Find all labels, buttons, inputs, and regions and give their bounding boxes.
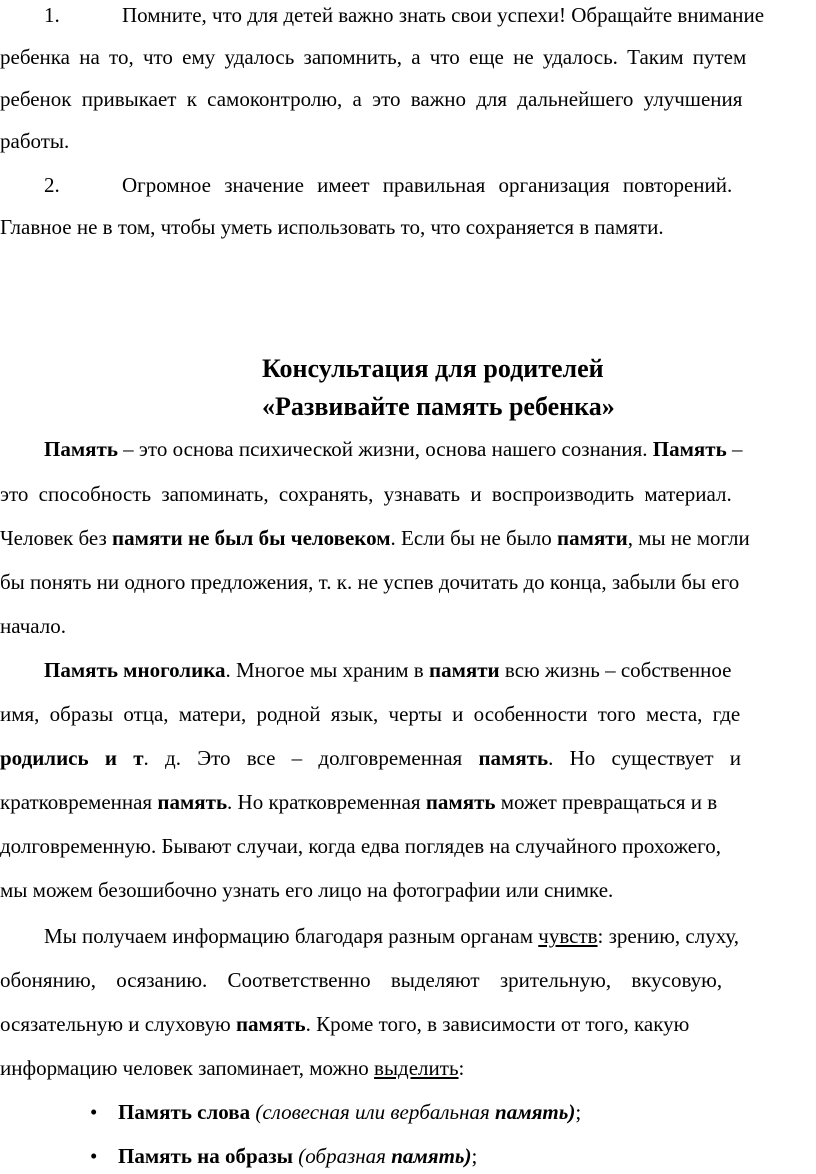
text: Мы получаем информацию благодаря разным органам [44, 924, 539, 948]
text: – это основа психической жизни, основа нашего сознания. [117, 437, 653, 461]
list-item-1-line-2 [0, 42, 810, 72]
bold-term: Память [44, 437, 118, 461]
text: информацию человек запоминает, можно [0, 1056, 375, 1080]
text: кратковременная [0, 790, 158, 814]
text: ; [575, 1100, 582, 1124]
list-number: 2. [44, 173, 60, 197]
text: . Но существует и [548, 746, 742, 770]
italic-bold-term: память) [495, 1100, 576, 1124]
bullet-icon: • [90, 1144, 98, 1168]
paragraph-2-line-2: имя, образы отца, матери, родной язык, черты и особенности того места, где [0, 702, 741, 726]
paragraph-3-line-3 [0, 1009, 810, 1039]
paragraph-1-line-1 [44, 434, 810, 464]
text: Огромное значение имеет правильная организация повторений. [122, 173, 733, 197]
text: . Кроме того, в зависимости от того, какую [305, 1012, 690, 1036]
list-item [90, 1097, 810, 1127]
paragraph-2-line-3 [0, 743, 810, 773]
bold-term: память [235, 1012, 306, 1036]
page-title-line-1: Консультация для родителей [262, 354, 604, 383]
bullet-icon: • [90, 1100, 98, 1124]
paragraph-1-line-2: это способность запоминать, сохранять, узнавать и воспроизводить материал. [0, 482, 732, 506]
paragraph-3-line-2: обонянию, осязанию. Соответственно выделяют зрительную, вкусовую, [0, 968, 723, 992]
text: всю жизнь – собственное [499, 658, 732, 682]
list-item-1-line-3: ребенок привыкает к самоконтролю, а это важно для дальнейшего улучшения [0, 87, 743, 111]
bold-term: Память слова [118, 1100, 251, 1124]
paragraph-2-line-5: долговременную. Бывают случаи, когда едва поглядев на случайного прохожего, [0, 834, 721, 858]
paragraph-1-line-5: начало. [0, 614, 67, 638]
underlined-term: чувств [538, 924, 598, 948]
list-item-1-line-4: работы. [0, 129, 70, 153]
bold-term: память [478, 746, 549, 770]
text: ребенка на то, что ему удалось запомнить, а что еще не удалось. Таким путем [0, 45, 747, 69]
text: может превращаться и в [495, 790, 718, 814]
bold-term: Память многолика [44, 658, 226, 682]
text: , мы не могли [627, 526, 750, 550]
list-item-2-line-2: Главное не в том, чтобы уметь использовать то, что сохраняется в памяти. [0, 215, 664, 239]
page-title-line-2: «Развивайте память ребенка» [262, 392, 615, 421]
text: . Если бы не было [390, 526, 558, 550]
text: осязательную и слуховую [0, 1012, 236, 1036]
text: : [458, 1056, 465, 1080]
text: . д. Это все – долговременная [143, 746, 479, 770]
list-number: 1. [44, 3, 60, 27]
bold-term: родились и т [0, 746, 144, 770]
text: . Многое мы храним в [225, 658, 429, 682]
list-item-2-line-1 [44, 170, 810, 200]
bold-term: Память на образы [118, 1144, 294, 1168]
bold-term: память [425, 790, 496, 814]
paragraph-2-line-6: мы можем безошибочно узнать его лицо на фотографии или снимке. [0, 878, 614, 902]
text: Помните, что для детей важно знать свои успехи! Обращайте внимание [122, 3, 765, 27]
bold-term: Память [652, 437, 727, 461]
italic-text: (словесная или вербальная [250, 1100, 496, 1124]
list-item-1-line-1 [44, 0, 810, 30]
paragraph-2-line-4 [0, 787, 810, 817]
bold-term: памяти не был бы человеком [112, 526, 391, 550]
text: : зрению, слуху, [597, 924, 740, 948]
paragraph-1-line-3 [0, 523, 810, 553]
text: – [726, 437, 743, 461]
bold-term: память [157, 790, 228, 814]
bold-term: памяти [557, 526, 628, 550]
text: . Но кратковременная [227, 790, 426, 814]
paragraph-2-line-1 [44, 655, 810, 685]
paragraph-3-line-1 [44, 921, 810, 951]
paragraph-3-line-4 [0, 1053, 810, 1083]
bold-term: памяти [428, 658, 500, 682]
italic-text: (образная [293, 1144, 392, 1168]
underlined-term: выделить [374, 1056, 459, 1080]
italic-bold-term: память) [391, 1144, 472, 1168]
text: ; [471, 1144, 478, 1168]
paragraph-1-line-4: бы понять ни одного предложения, т. к. не успев дочитать до конца, забыли бы его [0, 570, 740, 594]
text: Человек без [0, 526, 113, 550]
list-item [90, 1141, 810, 1171]
